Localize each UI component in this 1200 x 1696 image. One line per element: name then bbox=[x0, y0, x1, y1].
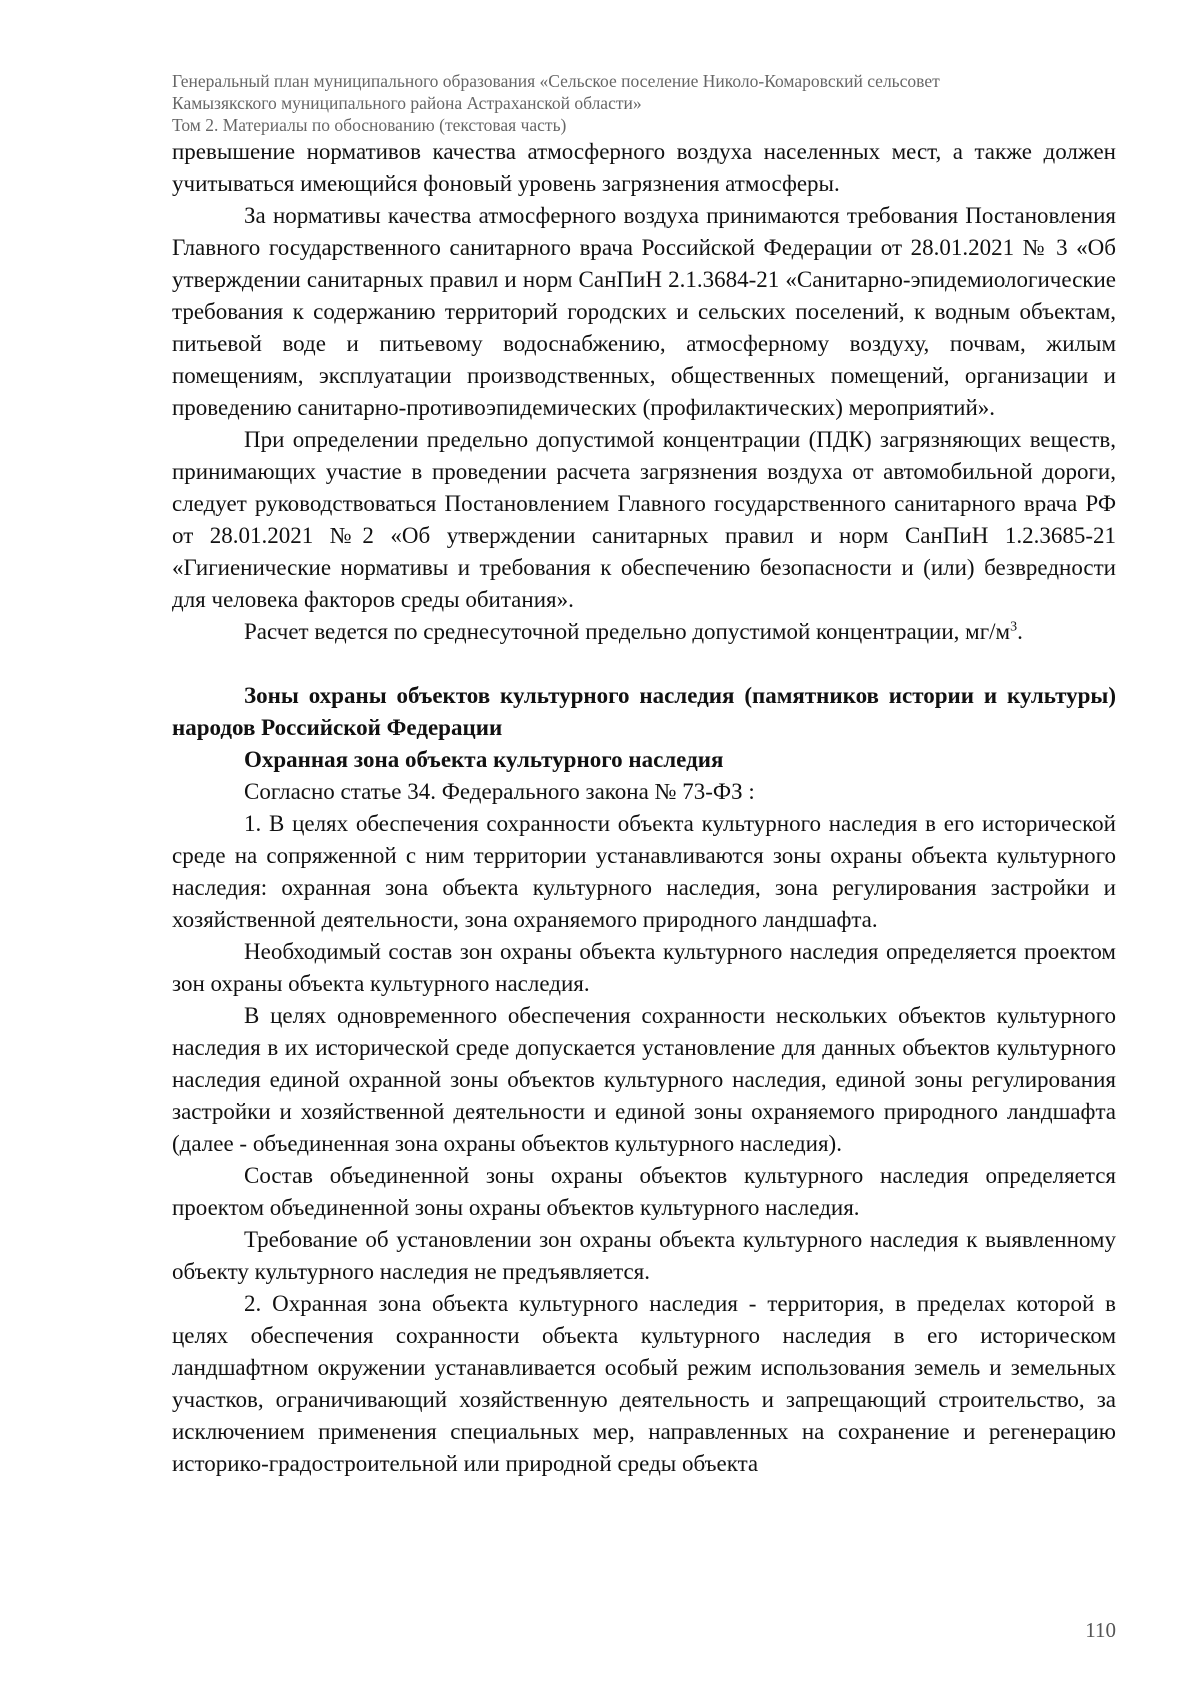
paragraph: Состав объединенной зоны охраны объектов культурного наследия определяется проектом объединенной зоны охраны объектов культурного наследия. bbox=[172, 1163, 1116, 1220]
paragraph-text: Расчет ведется по среднесуточной предельно допустимой концентрации, мг/м bbox=[244, 619, 1011, 644]
running-header bbox=[172, 70, 1116, 136]
spacer bbox=[172, 648, 1116, 680]
paragraph: В целях одновременного обеспечения сохранности нескольких объектов культурного наследия в их исторической среде допускается установление для данных объектов культурного наследия единой охранной зоны объектов культурного наследия, единой зоны регулирования застройки и хозяйственной деятельности и единой зоны охраняемого природного ландшафта (далее - объединенная зона охраны объектов культурного наследия). bbox=[172, 1003, 1116, 1156]
paragraph-end: . bbox=[1017, 619, 1023, 644]
paragraph: Требование об установлении зон охраны объекта культурного наследия к выявленному объекту культурного наследия не предъявляется. bbox=[172, 1227, 1116, 1284]
section-heading: Зоны охраны объектов культурного наследия (памятников истории и культуры) народов Российской Федерации bbox=[172, 683, 1116, 740]
subsection-heading: Охранная зона объекта культурного наследия bbox=[244, 747, 724, 772]
paragraph: Необходимый состав зон охраны объекта культурного наследия определяется проектом зон охраны объекта культурного наследия. bbox=[172, 939, 1116, 996]
paragraph: Согласно статье 34. Федерального закона № 73-ФЗ : bbox=[244, 779, 755, 804]
document-body bbox=[172, 136, 1116, 1480]
header-line-3: Том 2. Материалы по обоснованию (текстовая часть) bbox=[172, 115, 567, 135]
paragraph: 1. В целях обеспечения сохранности объекта культурного наследия в его исторической среде на сопряженной с ним территории устанавливаются зоны охраны объекта культурного наследия: охранная зона объекта культурного наследия, зона регулирования застройки и хозяйственной деятельности, зона охраняемого природного ландшафта. bbox=[172, 811, 1116, 932]
page-number: 110 bbox=[1085, 1618, 1116, 1642]
paragraph: 2. Охранная зона объекта культурного наследия - территория, в пределах которой в целях обеспечения сохранности объекта культурного наследия в его историческом ландшафтном окружении устанавливается особый режим использования земель и земельных участков, ограничивающий хозяйственную деятельность и запрещающий строительство, за исключением применения специальных мер, направленных на сохранение и регенерацию историко-градостроительной или природной среды объекта bbox=[172, 1291, 1116, 1476]
paragraph: превышение нормативов качества атмосферного воздуха населенных мест, а также должен учитываться имеющийся фоновый уровень загрязнения атмосферы. bbox=[172, 139, 1116, 196]
header-line-1: Генеральный план муниципального образования «Сельское поселение Николо-Комаровский сельсовет bbox=[172, 71, 940, 91]
paragraph-unit bbox=[172, 616, 1116, 648]
paragraph: При определении предельно допустимой концентрации (ПДК) загрязняющих веществ, принимающих участие в проведении расчета загрязнения воздуха от автомобильной дороги, следует руководствоваться Постановлением Главного государственного санитарного врача РФ от 28.01.2021 №2 «Об утверждении санитарных правил и норм СанПиН 1.2.3685-21 «Гигиенические нормативы и требования к обеспечению безопасности и (или) безвредности для человека факторов среды обитания». bbox=[172, 427, 1116, 612]
paragraph: За нормативы качества атмосферного воздуха принимаются требования Постановления Главного государственного санитарного врача Российской Федерации от 28.01.2021 № 3 «Об утверждении санитарных правил и норм СанПиН 2.1.3684-21 «Санитарно-эпидемиологические требования к содержанию территорий городских и сельских поселений, к водным объектам, питьевой воде и питьевому водоснабжению, атмосферному воздуху, почвам, жилым помещениям, эксплуатации производственных, общественных помещений, организации и проведению санитарно-противоэпидемических (профилактических) мероприятий». bbox=[172, 203, 1116, 420]
header-line-2: Камызякского муниципального района Астраханской области» bbox=[172, 93, 642, 113]
superscript: 3 bbox=[1010, 619, 1018, 635]
